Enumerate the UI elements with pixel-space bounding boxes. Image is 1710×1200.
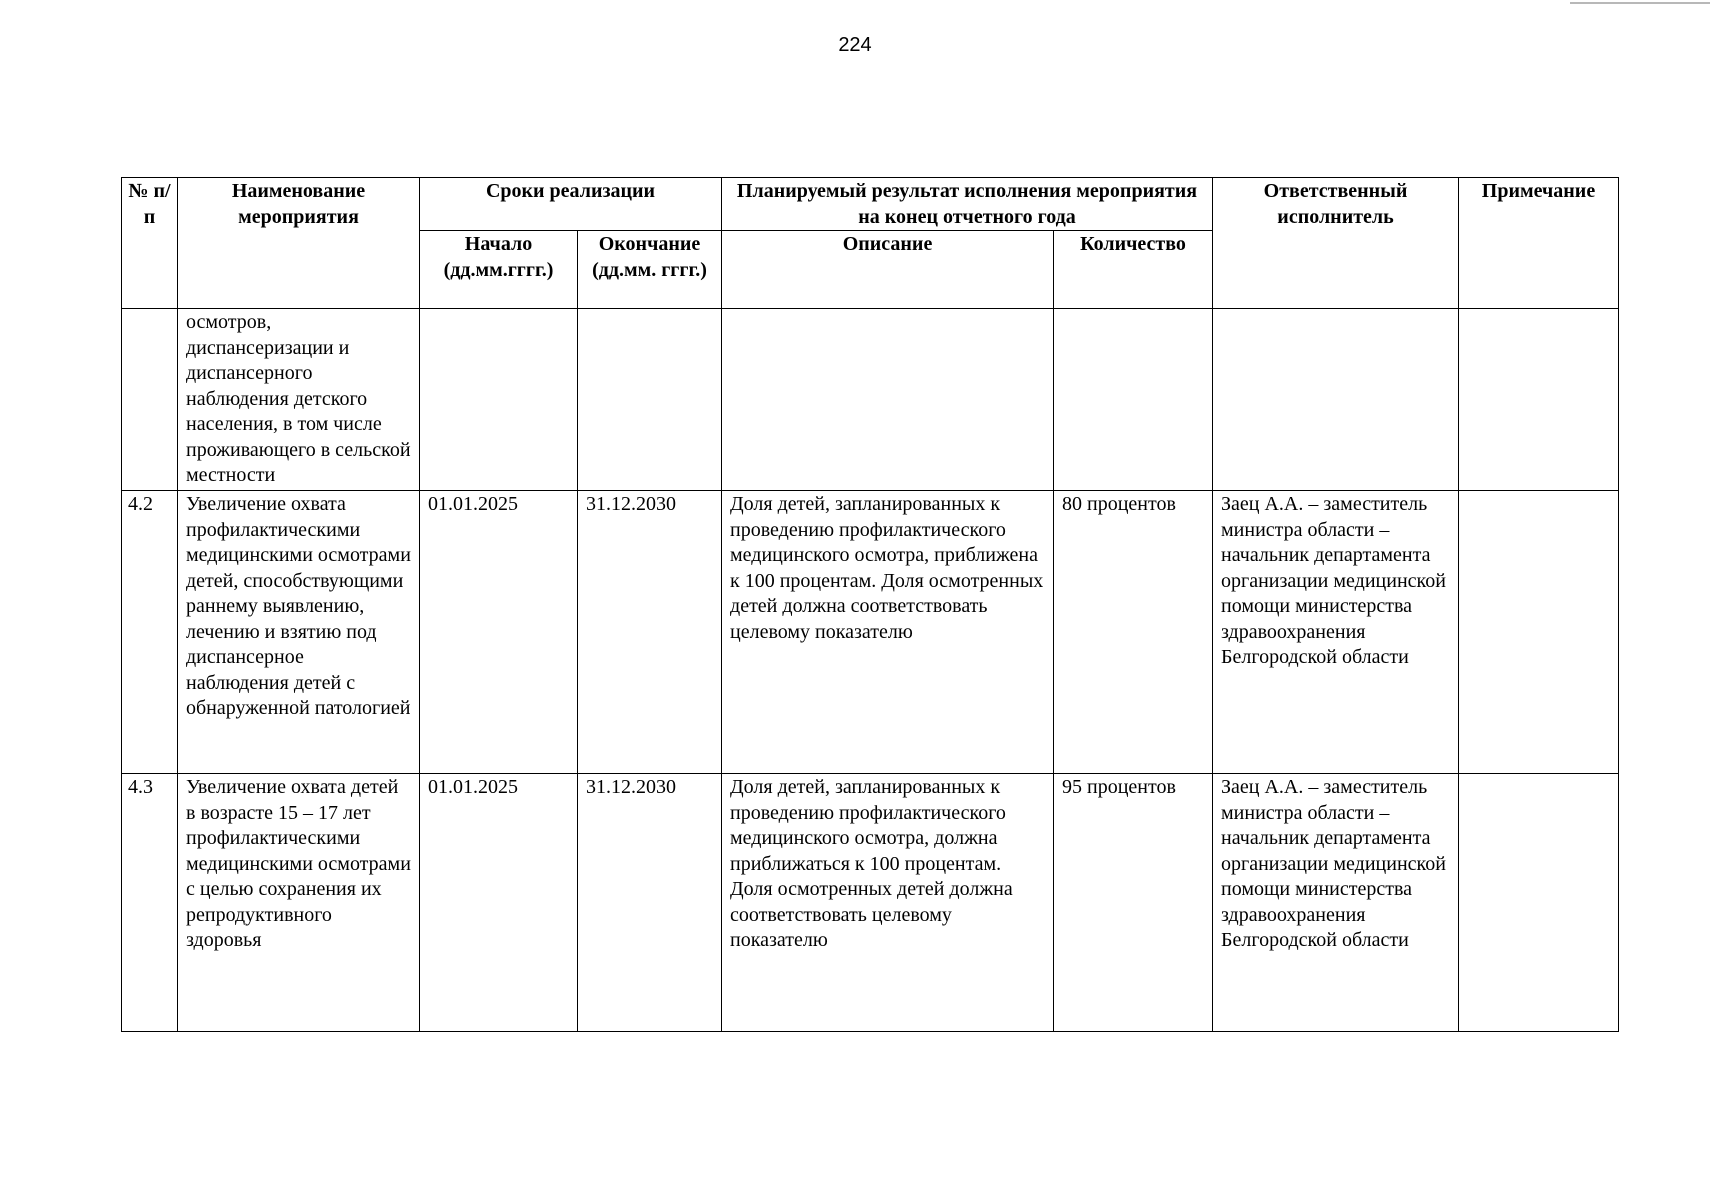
cell-note bbox=[1459, 774, 1619, 1032]
header-start: Начало (дд.мм.гггг.) bbox=[420, 231, 578, 309]
cell-quantity: 80 процентов bbox=[1054, 491, 1213, 774]
cell-num: 4.3 bbox=[122, 774, 178, 1032]
cell-description: Доля детей, запланированных к проведению профилактического медицинского осмотра, должна приближаться к 100 процентам. Доля осмотренных детей должна соответствовать целевому показателю bbox=[722, 774, 1054, 1032]
table-row bbox=[122, 309, 1619, 491]
header-quantity: Количество bbox=[1054, 231, 1213, 309]
header-period: Сроки реализации bbox=[420, 178, 722, 231]
cell-end: 31.12.2030 bbox=[578, 491, 722, 774]
cell-responsible: Заец А.А. – заместитель министра области – начальник департамента организации медицинской помощи министерства здравоохранения Белгородской области bbox=[1213, 774, 1459, 1032]
cell-responsible: Заец А.А. – заместитель министра области – начальник департамента организации медицинской помощи министерства здравоохранения Белгородской области bbox=[1213, 491, 1459, 774]
scan-edge-mark bbox=[1570, 2, 1710, 4]
table-row bbox=[122, 774, 1619, 1032]
cell-start: 01.01.2025 bbox=[420, 774, 578, 1032]
cell-note bbox=[1459, 491, 1619, 774]
header-note: Примечание bbox=[1459, 178, 1619, 309]
cell-end: 31.12.2030 bbox=[578, 774, 722, 1032]
header-responsible: Ответственный исполнитель bbox=[1213, 178, 1459, 309]
page-number: 224 bbox=[838, 34, 872, 56]
header-name: Наименование мероприятия bbox=[178, 178, 420, 309]
cell-name: Увеличение охвата профилактическими медицинскими осмотрами детей, способствующими раннему выявлению, лечению и взятию под диспансерное наблюдения детей с обнаруженной патологией bbox=[178, 491, 420, 774]
table-row bbox=[122, 491, 1619, 774]
cell-quantity: 95 процентов bbox=[1054, 774, 1213, 1032]
cell-name: осмотров, диспансеризации и диспансерного наблюдения детского населения, в том числе проживающего в сельской местности bbox=[178, 309, 420, 491]
cell-num bbox=[122, 309, 178, 491]
cell-end bbox=[578, 309, 722, 491]
cell-description: Доля детей, запланированных к проведению профилактического медицинского осмотра, приближена к 100 процентам. Доля осмотренных детей должна соответствовать целевому показателю bbox=[722, 491, 1054, 774]
header-num: № п/п bbox=[122, 178, 178, 309]
cell-responsible bbox=[1213, 309, 1459, 491]
header-end: Окончание (дд.мм. гггг.) bbox=[578, 231, 722, 309]
cell-start: 01.01.2025 bbox=[420, 491, 578, 774]
cell-note bbox=[1459, 309, 1619, 491]
cell-name: Увеличение охвата детей в возрасте 15 – 17 лет профилактическими медицинскими осмотрами с целью сохранения их репродуктивного здоровья bbox=[178, 774, 420, 1032]
header-description: Описание bbox=[722, 231, 1054, 309]
header-result: Планируемый результат исполнения мероприятия на конец отчетного года bbox=[722, 178, 1213, 231]
cell-num: 4.2 bbox=[122, 491, 178, 774]
table-header bbox=[122, 178, 1619, 309]
cell-description bbox=[722, 309, 1054, 491]
cell-start bbox=[420, 309, 578, 491]
cell-quantity bbox=[1054, 309, 1213, 491]
action-plan-table bbox=[121, 177, 1619, 1032]
